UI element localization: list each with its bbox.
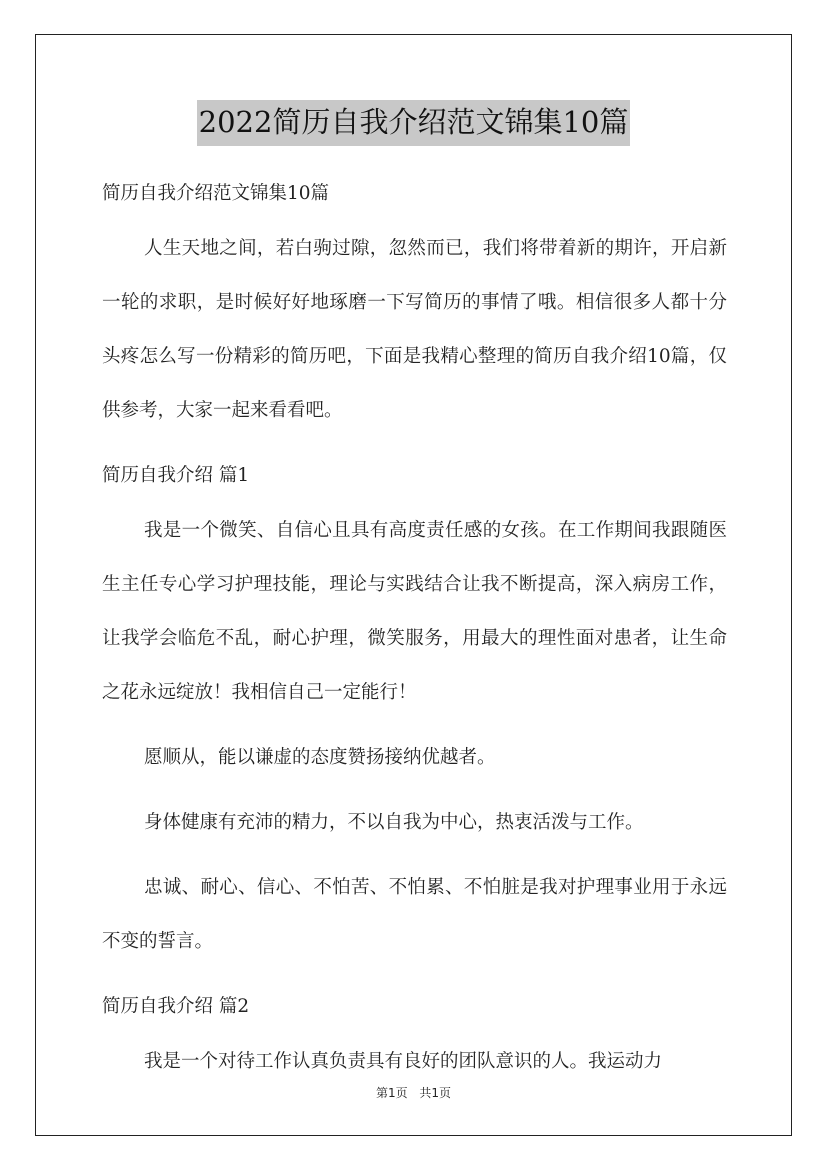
section-heading: 简历自我介绍范文锦集10篇 — [102, 183, 330, 204]
page-footer — [0, 1084, 827, 1101]
page-number: 第1页 — [375, 1086, 408, 1100]
document-title: 2022简历自我介绍范文锦集10篇 — [197, 100, 631, 146]
section-heading: 简历自我介绍 篇1 — [102, 465, 250, 486]
paragraph: 我是一个微笑、自信心且具有高度责任感的女孩。在工作期间我跟随医生主任专心学习护理技能，理论与实践结合让我不断提高，深入病房工作，让我学会临危不乱，耐心护理，微笑服务，用最大的理性面对患者，让生命之花永远绽放！我相信自己一定能行！ — [102, 520, 727, 703]
section-heading: 简历自我介绍 篇2 — [102, 996, 250, 1017]
paragraph: 身体健康有充沛的精力，不以自我为中心，热衷活泼与工作。 — [144, 812, 644, 833]
paragraph: 忠诚、耐心、信心、不怕苦、不怕累、不怕脏是我对护理事业用于永远不变的誓言。 — [102, 877, 727, 952]
paragraph: 人生天地之间，若白驹过隙，忽然而已，我们将带着新的期许，开启新一轮的求职，是时候好好地琢磨一下写简历的事情了哦。相信很多人都十分头疼怎么写一份精彩的简历吧，下面是我精心整理的简历自我介绍10篇，仅供参考，大家一起来看看吧。 — [102, 238, 727, 421]
paragraph: 愿顺从，能以谦虚的态度赞扬接纳优越者。 — [144, 747, 496, 768]
title-container — [0, 100, 827, 146]
page-total: 共1页 — [419, 1086, 452, 1100]
document-body — [102, 177, 727, 1110]
paragraph: 我是一个对待工作认真负责具有良好的团队意识的人。我运动力 — [144, 1051, 663, 1072]
